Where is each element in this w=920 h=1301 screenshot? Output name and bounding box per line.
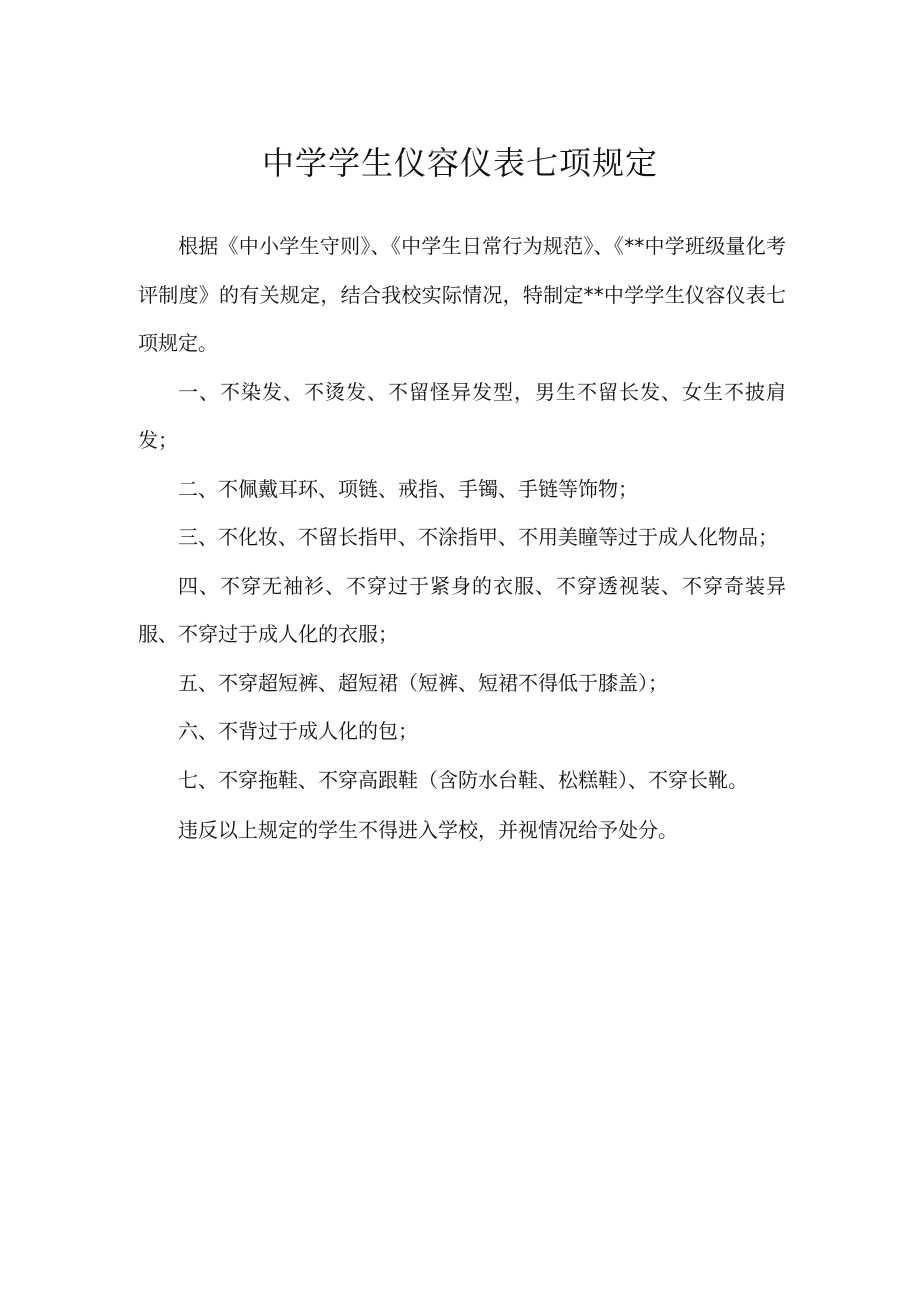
rule-5: 五、不穿超短裤、超短裙（短裤、短裙不得低于膝盖）；: [178, 670, 668, 695]
rule-4: 四、不穿无袖衫、不穿过于紧身的衣服、不穿透视装、不穿奇装异服、不穿过于成人化的衣服；: [138, 573, 786, 646]
rule-7: 七、不穿拖鞋、不穿高跟鞋（含防水台鞋、松糕鞋）、不穿长靴。: [178, 767, 748, 792]
intro-paragraph: 根据《中小学生守则》、《中学生日常行为规范》、《**中学班级量化考评制度》的有关规定，结合我校实际情况，特制定**中学学生仪容仪表七项规定。: [138, 234, 786, 355]
rule-6: 六、不背过于成人化的包；: [178, 719, 418, 743]
closing-paragraph: 违反以上规定的学生不得进入学校，并视情况给予处分。: [178, 818, 678, 842]
rule-3: 三、不化妆、不留长指甲、不涂指甲、不用美瞳等过于成人化物品；: [178, 525, 778, 549]
document-body: [138, 222, 786, 855]
document-title: 中学学生仪容仪表七项规定: [261, 144, 658, 182]
rule-1: 一、不染发、不烫发、不留怪异发型，男生不留长发、女生不披肩发；: [138, 379, 786, 452]
rule-2: 二、不佩戴耳环、项链、戒指、手镯、手链等饰物；: [178, 476, 638, 501]
